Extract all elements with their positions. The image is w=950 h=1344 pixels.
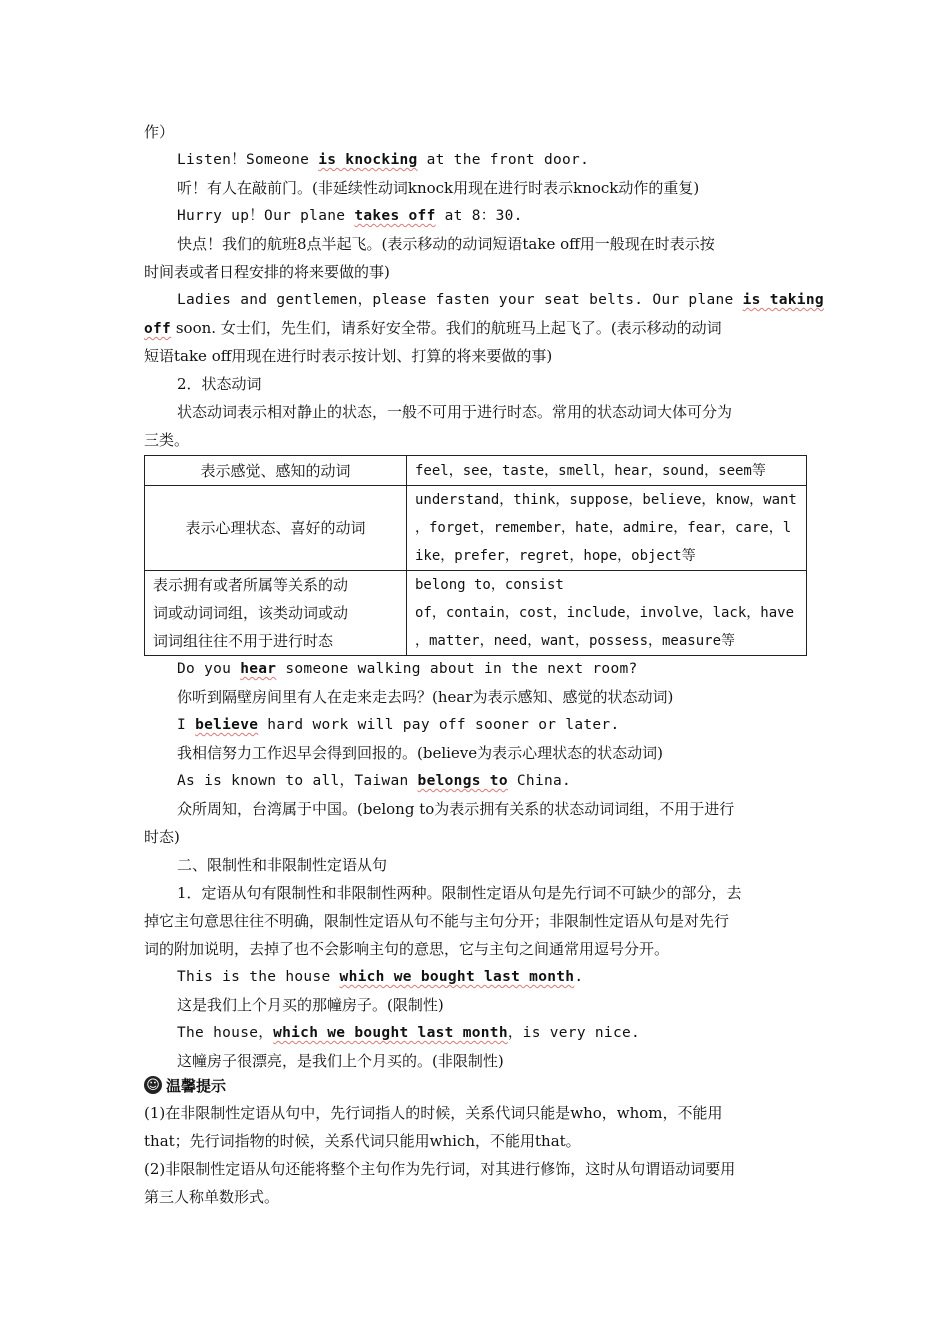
tip-line: 第三人称单数形式。 — [144, 1188, 280, 1206]
verb-list-line: of，contain，cost，include，involve，lack，have — [415, 605, 795, 621]
translation-line: 这幢房子很漂亮，是我们上个月买的。(非限制性) — [177, 1052, 504, 1070]
translation-line: 短语take off用现在进行时表示按计划、打算的将来要做的事) — [144, 347, 553, 365]
example-sentence — [177, 202, 808, 230]
section-heading: 2．状态动词 — [177, 375, 262, 393]
verb-list-line: understand，think，suppose，believe，know，want — [415, 492, 797, 508]
example-sentence — [177, 146, 808, 174]
verb-list-line: ，matter，need，want，possess，measure等 — [415, 633, 736, 649]
verb-list: feel，see，taste，smell，hear，sound，seem等 — [415, 463, 766, 479]
text: China. — [507, 773, 572, 789]
highlighted-clause: which we bought last month — [339, 969, 575, 985]
table-row — [145, 571, 807, 656]
highlighted-verb: believe — [195, 717, 259, 733]
text: Ladies and gentlemen，please fasten your seat belts. Our plane — [177, 292, 743, 308]
highlighted-clause: which we bought last month — [273, 1025, 508, 1041]
verb-list-line: ike，prefer，regret，hope，object等 — [415, 548, 696, 564]
category-line: 词词组往往不用于进行时态 — [153, 632, 334, 650]
highlighted-verb: is taking — [742, 292, 824, 308]
translation-line: 时态) — [144, 828, 180, 846]
text: As is known to all，Taiwan — [177, 773, 418, 789]
example-sentence — [144, 314, 808, 343]
table-row — [145, 486, 807, 571]
text: someone walking about in the next room? — [276, 661, 638, 677]
example-sentence — [177, 711, 808, 739]
text: The house， — [177, 1025, 274, 1041]
table-cell-verbs — [407, 486, 807, 571]
text: This is the house — [177, 969, 340, 985]
example-sentence — [177, 963, 808, 991]
example-sentence — [177, 1019, 808, 1047]
highlighted-verb: belongs to — [417, 773, 508, 789]
translation-line: 快点！我们的航班8点半起飞。(表示移动的动词短语take off用一般现在时表示按 — [177, 235, 715, 253]
table-cell-category — [145, 571, 407, 656]
table-cell-category: 表示心理状态、喜好的动词 — [145, 486, 407, 571]
verb-list-line: ，forget，remember，hate，admire，fear，care，l — [415, 520, 792, 536]
text-line: 掉它主句意思往往不明确，限制性定语从句不能与主句分开；非限制性定语从句是对先行 — [144, 912, 730, 930]
text: Do you — [177, 661, 241, 677]
text: . — [574, 969, 584, 985]
text: at 8：30. — [435, 208, 523, 224]
state-verb-table — [144, 455, 807, 656]
table-cell-verbs — [407, 456, 807, 486]
example-sentence — [177, 655, 808, 683]
text-line: 状态动词表示相对静止的状态，一般不可用于进行时态。常用的状态动词大体可分为 — [177, 403, 733, 421]
text: I — [177, 717, 196, 733]
tip-header — [144, 1073, 226, 1097]
category-line: 表示拥有或者所属等关系的动 — [153, 576, 349, 594]
table-row — [145, 456, 807, 486]
verb-list-line: belong to，consist — [415, 577, 564, 593]
translation-line: 时间表或者日程安排的将来要做的事) — [144, 263, 390, 281]
translation-line: 我相信努力工作迟早会得到回报的。(believe为表示心理状态的状态动词) — [177, 744, 664, 762]
text: Listen！Someone — [177, 152, 319, 168]
tip-line: that；先行词指物的时候，关系代词只能用which，不能用that。 — [144, 1132, 581, 1150]
smile-icon: ☺ — [144, 1076, 162, 1094]
highlighted-verb: off — [144, 321, 172, 337]
text: at the front door. — [417, 152, 590, 168]
highlighted-verb: is knocking — [318, 152, 418, 168]
text-line: 三类。 — [144, 431, 190, 449]
highlighted-verb: takes off — [354, 208, 436, 224]
tip-line: (1)在非限制性定语从句中，先行词指人的时候，关系代词只能是who，whom，不能用 — [144, 1104, 723, 1122]
translation-line: 听！有人在敲前门。(非延续性动词knock用现在进行时表示knock动作的重复) — [177, 179, 700, 197]
translation-line: 你听到隔壁房间里有人在走来走去吗？(hear为表示感知、感觉的状态动词) — [177, 688, 674, 706]
example-sentence — [177, 286, 824, 314]
table-cell-verbs — [407, 571, 807, 656]
text-line: 作） — [144, 123, 175, 141]
text-line: 词的附加说明，去掉了也不会影响主句的意思，它与主句之间通常用逗号分开。 — [144, 940, 670, 958]
highlighted-verb: hear — [240, 661, 277, 677]
tip-title: 温馨提示 — [166, 1076, 227, 1095]
tip-line: (2)非限制性定语从句还能将整个主句作为先行词，对其进行修饰，这时从句谓语动词要用 — [144, 1160, 736, 1178]
translation-line: 众所周知，台湾属于中国。(belong to为表示拥有关系的状态动词词组，不用于进行 — [177, 800, 735, 818]
text: soon. 女士们，先生们，请系好安全带。我们的航班马上起飞了。(表示移动的动词 — [171, 319, 722, 337]
section-heading: 二、限制性和非限制性定语从句 — [177, 856, 388, 874]
text: Hurry up！Our plane — [177, 208, 355, 224]
table-cell-category: 表示感觉、感知的动词 — [145, 456, 407, 486]
example-sentence — [177, 767, 808, 795]
text: hard work will pay off sooner or later. — [258, 717, 620, 733]
translation-line: 这是我们上个月买的那幢房子。(限制性) — [177, 996, 444, 1014]
text: ，is very nice. — [507, 1025, 641, 1041]
category-line: 词或动词词组，该类动词或动 — [153, 604, 349, 622]
text-line: 1．定语从句有限制性和非限制性两种。限制性定语从句是先行词不可缺少的部分，去 — [177, 884, 742, 902]
